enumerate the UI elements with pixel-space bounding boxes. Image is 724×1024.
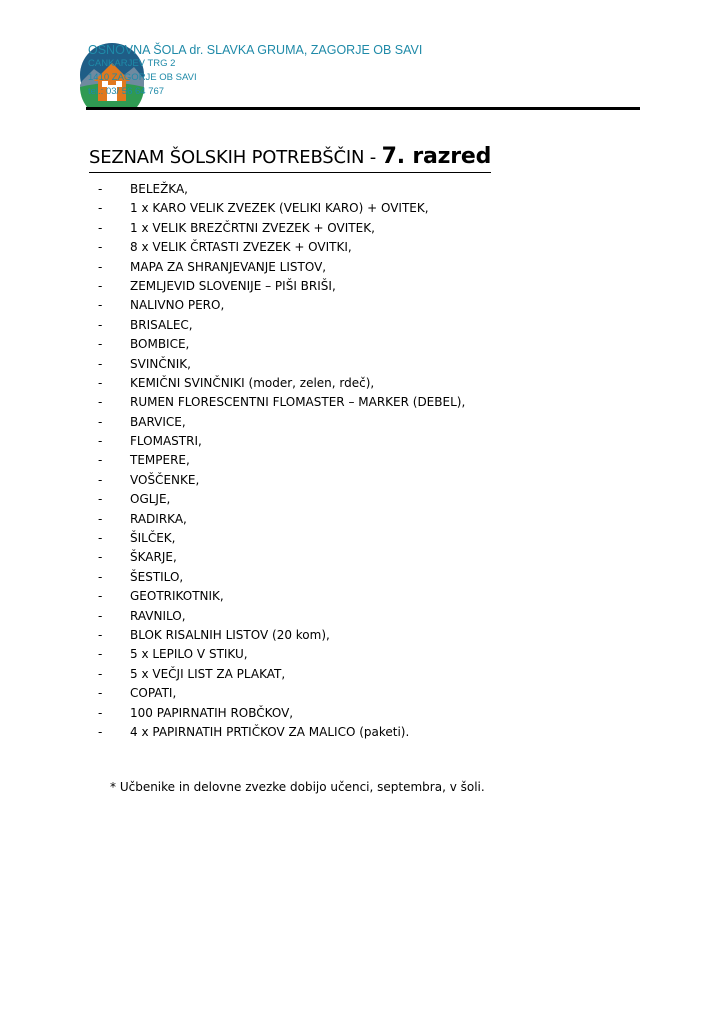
list-item: [98, 510, 465, 529]
list-bullet: -: [98, 298, 103, 313]
list-bullet: -: [98, 472, 103, 487]
page-title-text: SEZNAM ŠOLSKIH POTREBŠČIN -: [89, 147, 382, 168]
list-item-text: RUMEN FLORESCENTNI FLOMASTER – MARKER (DEBEL),: [130, 395, 466, 410]
list-item-text: RAVNILO,: [130, 608, 186, 623]
list-item-text: BOMBICE,: [130, 337, 190, 352]
list-bullet: -: [98, 453, 103, 468]
list-bullet: -: [98, 337, 103, 352]
list-item-text: KEMIČNI SVINČNIKI (moder, zelen, rdeč),: [130, 375, 375, 390]
list-bullet: -: [98, 182, 103, 196]
list-bullet: -: [98, 589, 103, 604]
list-item: [98, 529, 465, 548]
list-item: [98, 568, 465, 587]
page-title: [89, 143, 491, 173]
list-item-text: ZEMLJEVID SLOVENIJE – PIŠI BRIŠI,: [130, 278, 336, 293]
list-item: [98, 723, 465, 742]
list-bullet: -: [98, 259, 103, 274]
list-bullet: -: [98, 278, 103, 293]
school-address: CANKARJEV TRG 2: [88, 58, 176, 69]
list-bullet: -: [98, 395, 103, 410]
list-bullet: -: [98, 705, 103, 720]
list-item-text: 1 x KARO VELIK ZVEZEK (VELIKI KARO) + OVITEK,: [130, 201, 429, 216]
list-bullet: -: [98, 647, 103, 662]
list-bullet: -: [98, 492, 103, 507]
list-item-text: OGLJE,: [130, 492, 171, 507]
list-item-text: ŠKARJE,: [130, 550, 177, 565]
list-item: [98, 219, 465, 238]
list-bullet: -: [98, 569, 103, 584]
list-item-text: BELEŽKA,: [130, 182, 188, 196]
list-bullet: -: [98, 220, 103, 235]
list-item: [98, 238, 465, 257]
list-item: [98, 393, 465, 412]
list-bullet: -: [98, 434, 103, 449]
list-item: [98, 451, 465, 470]
school-city: 1410 ZAGORJE OB SAVI: [88, 72, 197, 83]
list-item: [98, 587, 465, 606]
list-item-text: NALIVNO PERO,: [130, 298, 225, 313]
list-item: [98, 490, 465, 509]
list-item: [98, 355, 465, 374]
list-item: [98, 548, 465, 567]
list-item: [98, 432, 465, 451]
list-bullet: -: [98, 356, 103, 371]
list-item-text: BRISALEC,: [130, 317, 193, 332]
list-item-text: 4 x PAPIRNATIH PRTIČKOV ZA MALICO (paketi).: [130, 724, 410, 739]
list-item: [98, 684, 465, 703]
list-bullet: -: [98, 414, 103, 429]
list-item-text: MAPA ZA SHRANJEVANJE LISTOV,: [130, 259, 327, 274]
school-phone: tel.: 03/ 56 64 767: [88, 86, 165, 97]
school-info: [88, 43, 422, 99]
list-item-text: RADIRKA,: [130, 511, 187, 526]
list-item-text: 1 x VELIK BREZČRTNI ZVEZEK + OVITEK,: [130, 220, 375, 235]
list-item: [98, 180, 465, 199]
header-divider: [86, 107, 640, 110]
list-item-text: ŠESTILO,: [130, 569, 184, 584]
list-item: [98, 335, 465, 354]
list-item: [98, 374, 465, 393]
list-bullet: -: [98, 201, 103, 216]
list-bullet: -: [98, 608, 103, 623]
list-item-text: ŠILČEK,: [130, 531, 176, 546]
list-item-text: BLOK RISALNIH LISTOV (20 kom),: [130, 627, 330, 642]
list-item: [98, 665, 465, 684]
list-bullet: -: [98, 666, 103, 681]
list-item-text: GEOTRIKOTNIK,: [130, 589, 224, 604]
list-bullet: -: [98, 550, 103, 565]
list-item: [98, 199, 465, 218]
supply-list: [98, 180, 465, 742]
list-item: [98, 258, 465, 277]
list-item-text: TEMPERE,: [130, 453, 190, 468]
list-item-text: 5 x LEPILO V STIKU,: [130, 647, 248, 662]
list-item: [98, 316, 465, 335]
list-bullet: -: [98, 627, 103, 642]
list-bullet: -: [98, 724, 103, 739]
list-item: [98, 277, 465, 296]
list-item-text: BARVICE,: [130, 414, 186, 429]
list-item-text: 8 x VELIK ČRTASTI ZVEZEK + OVITKI,: [130, 240, 352, 255]
grade-label: 7. razred: [381, 144, 492, 169]
list-item-text: 100 PAPIRNATIH ROBČKOV,: [130, 705, 294, 720]
list-item-text: VOŠČENKE,: [130, 472, 200, 487]
list-item-text: FLOMASTRI,: [130, 434, 202, 449]
letterhead: [0, 0, 724, 112]
list-bullet: -: [98, 240, 103, 255]
list-bullet: -: [98, 511, 103, 526]
list-item: [98, 296, 465, 315]
list-bullet: -: [98, 375, 103, 390]
list-bullet: -: [98, 686, 103, 701]
list-item: [98, 704, 465, 723]
list-item: [98, 626, 465, 645]
list-item: [98, 471, 465, 490]
list-item: [98, 607, 465, 626]
list-item-text: 5 x VEČJI LIST ZA PLAKAT,: [130, 666, 286, 681]
list-item: [98, 645, 465, 664]
list-item-text: SVINČNIK,: [130, 356, 191, 371]
school-name: OSNOVNA ŠOLA dr. SLAVKA GRUMA, ZAGORJE OB SAVI: [88, 43, 423, 57]
footnote: * Učbenike in delovne zvezke dobijo učenci, septembra, v šoli.: [110, 780, 485, 794]
list-bullet: -: [98, 317, 103, 332]
list-item-text: COPATI,: [130, 686, 177, 701]
list-bullet: -: [98, 531, 103, 546]
list-item: [98, 413, 465, 432]
